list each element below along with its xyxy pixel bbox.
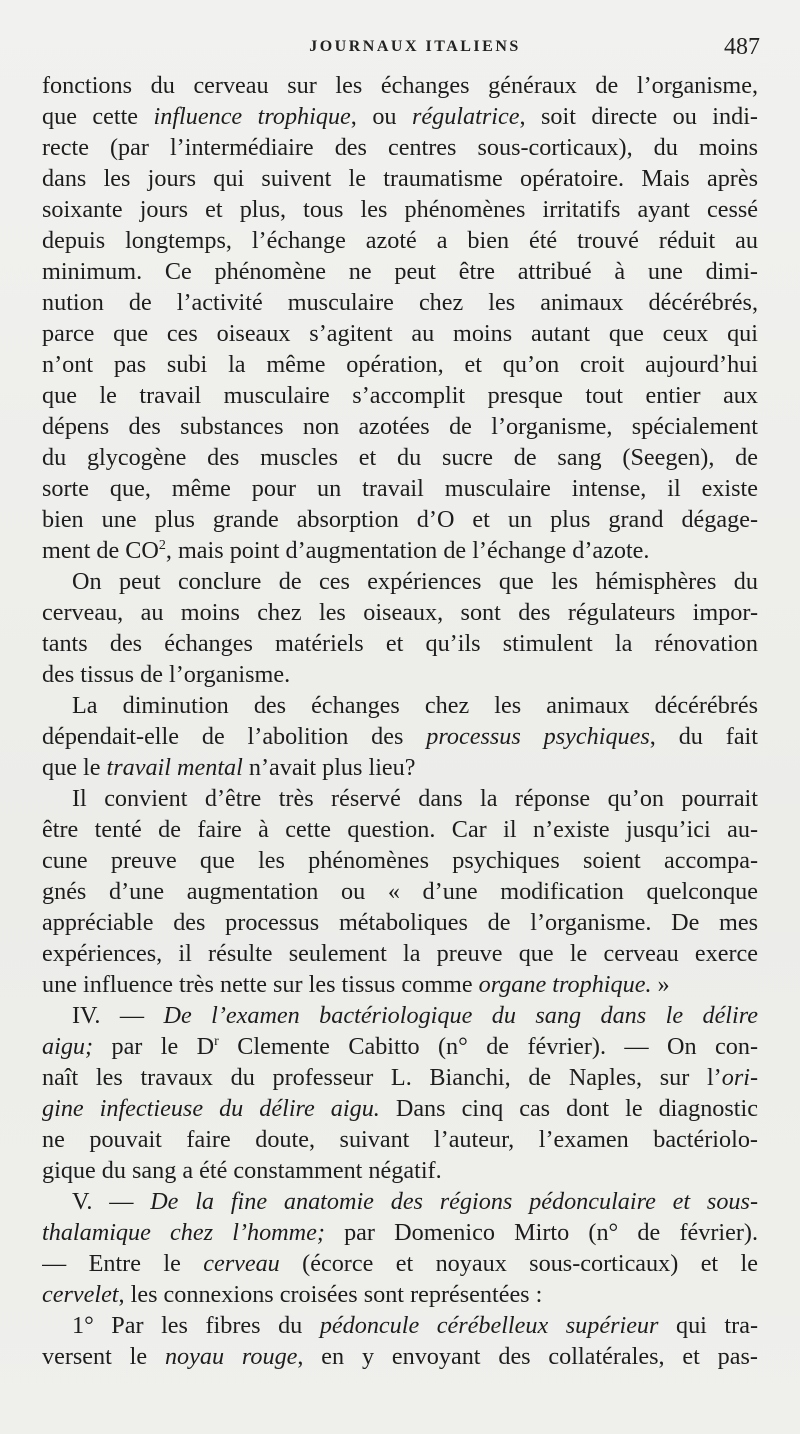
text-line [42,163,758,194]
text-line [42,411,758,442]
text-run: naît les travaux du professeur L. Bianchi, de Naples, sur l’ [42,1064,722,1091]
italic-text: influence trophique [153,103,351,130]
text-line [42,194,758,225]
italic-text: organe trophique. [478,971,652,998]
italic-text: cervelet [42,1281,119,1308]
text-line [42,845,758,876]
text-run: cune preuve que les phénomènes psychiques soient accompa- [42,847,758,874]
text-line [42,907,758,938]
text-run: versent le [42,1343,165,1370]
text-line [42,380,758,411]
text-run: cerveau, au moins chez les oiseaux, sont des régulateurs impor- [42,599,758,626]
text-line [42,318,758,349]
text-line [42,814,758,845]
text-run: que le travail musculaire s’accomplit presque tout entier aux [42,382,758,409]
text-run: , soit directe ou indi- [519,103,758,130]
text-run: , du fait [649,723,758,750]
text-line [42,566,758,597]
running-title: JOURNAUX ITALIENS [309,38,521,55]
text-run: , ou [350,103,412,130]
text-run: être tenté de faire à cette question. Car il n’existe jusqu’ici au- [42,816,758,843]
italic-text: De la fine anatomie des régions pédonculaire et sous- [150,1188,758,1215]
italic-text: pédoncule cérébelleux supérieur [319,1312,659,1339]
text-run: La diminution des échanges chez les animaux décérébrés [72,692,758,719]
text-run: » [651,971,670,998]
text-run: depuis longtemps, l’échange azoté a bien été trouvé réduit au [42,227,758,254]
text-line [42,1155,758,1186]
text-line [42,783,758,814]
text-line [42,876,758,907]
text-run: 1° Par les fibres du [72,1312,320,1339]
text-line [42,132,758,163]
text-run: n’ont pas subi la même opération, et qu’on croit aujourd’hui [42,351,758,378]
text-run: par Domenico Mirto (n° de février). [324,1219,758,1246]
text-run: parce que ces oiseaux s’agitent au moins autant que ceux qui [42,320,758,347]
text-run: dans les jours qui suivent le traumatisme opératoire. Mais après [42,165,758,192]
text-line [42,690,758,721]
text-line [42,349,758,380]
text-run: tants des échanges matériels et qu’ils stimulent la rénovation [42,630,758,657]
text-run: ment de CO [42,537,159,564]
text-line [42,535,758,566]
text-run: dépendait-elle de l’abolition des [42,723,427,750]
italic-text: De l’examen bactériologique du sang dans le délire [163,1002,758,1029]
text-line [42,1124,758,1155]
superscript: 2 [158,538,166,553]
text-line [42,256,758,287]
text-run: par le D [93,1033,215,1060]
text-run: que cette [42,103,154,130]
text-line [42,938,758,969]
text-line [42,1062,758,1093]
text-run: , les connexions croisées sont représentées : [118,1281,543,1308]
text-line [42,101,758,132]
text-run: minimum. Ce phénomène ne peut être attribué à une dimi- [42,258,758,285]
text-line [42,1279,758,1310]
text-line [42,597,758,628]
text-run: ne pouvait faire doute, suivant l’auteur, l’examen bactériolo- [42,1126,758,1153]
text-run: , mais point d’augmentation de l’échange d’azote. [165,537,650,564]
page-number: 487 [724,34,760,60]
text-run: recte (par l’intermédiaire des centres sous-corticaux), du moins [42,134,758,161]
text-line [42,1341,758,1372]
italic-text: noyau rouge [164,1343,298,1370]
italic-text: ori- [721,1064,758,1091]
italic-text: thalamique chez l’homme; [42,1219,325,1246]
text-line [42,1000,758,1031]
text-line [42,473,758,504]
italic-text: cerveau [203,1250,280,1277]
text-run: que le [42,754,107,781]
text-line [42,659,758,690]
text-line [42,628,758,659]
text-run: V. — [72,1188,151,1215]
text-run: gique du sang a été constamment négatif. [42,1157,442,1184]
text-run: Dans cinq cas dont le diagnostic [379,1095,758,1122]
text-line [42,287,758,318]
italic-text: gine infectieuse du délire aigu. [42,1095,380,1122]
text-line [42,1093,758,1124]
text-run: — Entre le [42,1250,204,1277]
text-run: fonctions du cerveau sur les échanges généraux de l’organisme, [42,72,758,99]
text-run: une influence très nette sur les tissus comme [42,971,479,998]
text-line [42,1031,758,1062]
text-line [42,504,758,535]
text-line [42,721,758,752]
text-run: n’avait plus lieu? [242,754,416,781]
text-run: Il convient d’être très réservé dans la réponse qu’on pourrait [72,785,758,812]
text-line [42,442,758,473]
text-run: bien une plus grande absorption d’O et un plus grand dégage- [42,506,758,533]
text-run: expériences, il résulte seulement la preuve que le cerveau exerce [42,940,758,967]
text-line [42,1186,758,1217]
text-run: des tissus de l’organisme. [42,661,291,688]
text-line [42,969,758,1000]
superscript: r [214,1034,219,1049]
text-line [42,225,758,256]
text-run: soixante jours et plus, tous les phénomènes irritatifs ayant cessé [42,196,758,223]
italic-text: travail mental [106,754,243,781]
text-line [42,1248,758,1279]
text-run: nution de l’activité musculaire chez les animaux décérébrés, [42,289,758,316]
page-header [40,34,760,64]
text-line [42,752,758,783]
text-run: On peut conclure de ces expériences que les hémisphères du [72,568,758,595]
text-run: sorte que, même pour un travail musculaire intense, il existe [42,475,758,502]
italic-text: aigu; [42,1033,94,1060]
text-run: dépens des substances non azotées de l’organisme, spécialement [42,413,758,440]
text-run: , en y envoyant des collatérales, et pas- [297,1343,758,1370]
text-line [42,1310,758,1341]
body-text [42,70,758,1372]
text-run: du glycogène des muscles et du sucre de sang (Seegen), de [42,444,758,471]
text-line [42,70,758,101]
text-run: Clemente Cabitto (n° de février). — On con- [218,1033,758,1060]
text-run: IV. — [72,1002,164,1029]
italic-text: régulatrice [411,103,520,130]
italic-text: processus psychiques [426,723,650,750]
text-line [42,1217,758,1248]
text-run: gnés d’une augmentation ou « d’une modification quelconque [42,878,758,905]
text-run: qui tra- [658,1312,758,1339]
text-run: appréciable des processus métaboliques de l’organisme. De mes [42,909,758,936]
text-run: (écorce et noyaux sous-corticaux) et le [279,1250,758,1277]
